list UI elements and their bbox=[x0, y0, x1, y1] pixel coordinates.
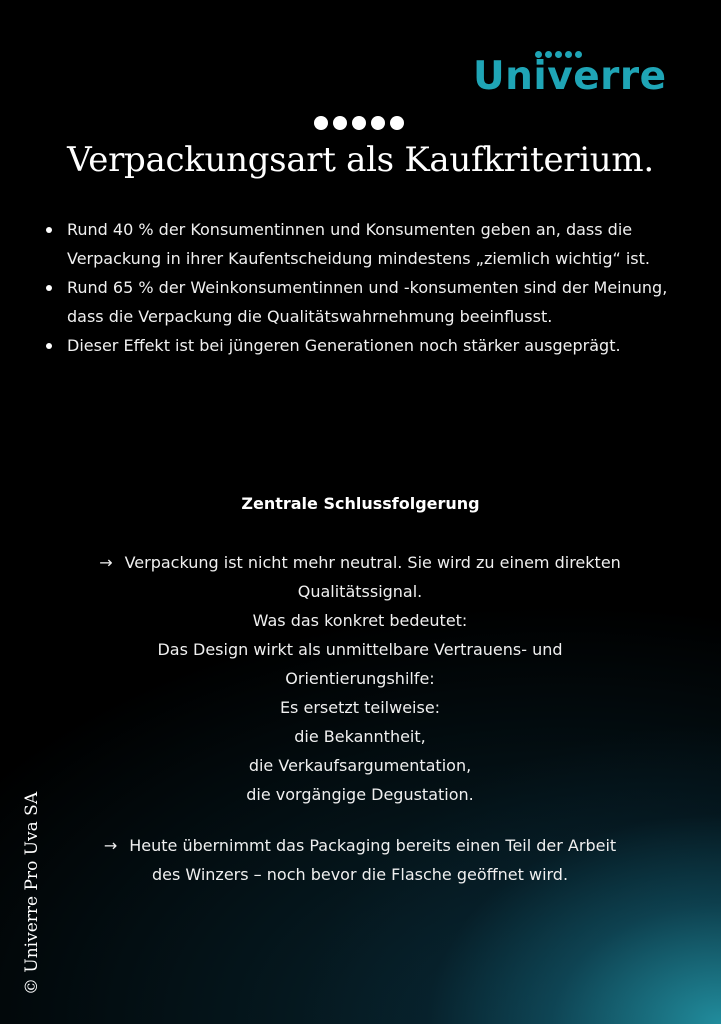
bullet-item: Rund 40 % der Konsumentinnen und Konsumenten geben an, dass die Verpackung in ihrer Kaufentscheidung mindestens „ziemlich wichtig“ ist. bbox=[40, 215, 700, 273]
bullet-list bbox=[40, 215, 700, 360]
conclusion-block-2 bbox=[60, 831, 660, 889]
bullet-item: Dieser Effekt ist bei jüngeren Generationen noch stärker ausgeprägt. bbox=[40, 331, 700, 360]
conclusion-line: Was das konkret bedeutet: bbox=[252, 611, 468, 630]
conclusion-line: Das Design wirkt als unmittelbare Vertrauens- und bbox=[157, 640, 563, 659]
conclusion-line: des Winzers – noch bevor die Flasche geöffnet wird. bbox=[151, 865, 569, 884]
copyright-notice: © Univerre Pro Uva SA bbox=[22, 791, 42, 995]
conclusion-block-1 bbox=[60, 548, 660, 809]
conclusion-line: die Bekanntheit, bbox=[294, 727, 426, 746]
conclusion-line: → Heute übernimmt das Packaging bereits einen Teil der Arbeit bbox=[103, 836, 617, 855]
arrow-right-icon: → bbox=[99, 553, 113, 572]
bullet-item: Rund 65 % der Weinkonsumentinnen und -konsumenten sind der Meinung, dass die Verpackung die Qualitätswahrnehmung beeinflusst. bbox=[40, 273, 700, 331]
conclusion-line: Qualitätssignal. bbox=[297, 582, 423, 601]
conclusion-heading: Zentrale Schlussfolgerung bbox=[241, 494, 480, 513]
page-title: Verpackungsart als Kaufkriterium. bbox=[67, 140, 654, 180]
arrow-right-icon: → bbox=[103, 836, 118, 855]
conclusion-line: → Verpackung ist nicht mehr neutral. Sie wird zu einem direkten bbox=[99, 553, 621, 572]
conclusion-line: Es ersetzt teilweise: bbox=[279, 698, 441, 717]
univerre-logo bbox=[473, 48, 668, 98]
conclusion-line: Orientierungshilfe: bbox=[285, 669, 435, 688]
conclusion-line: die vorgängige Degustation. bbox=[246, 785, 474, 804]
conclusion-line: die Verkaufsargumentation, bbox=[248, 756, 472, 775]
title-dots-icon bbox=[314, 116, 404, 130]
logo-text: Univerre bbox=[473, 54, 667, 99]
